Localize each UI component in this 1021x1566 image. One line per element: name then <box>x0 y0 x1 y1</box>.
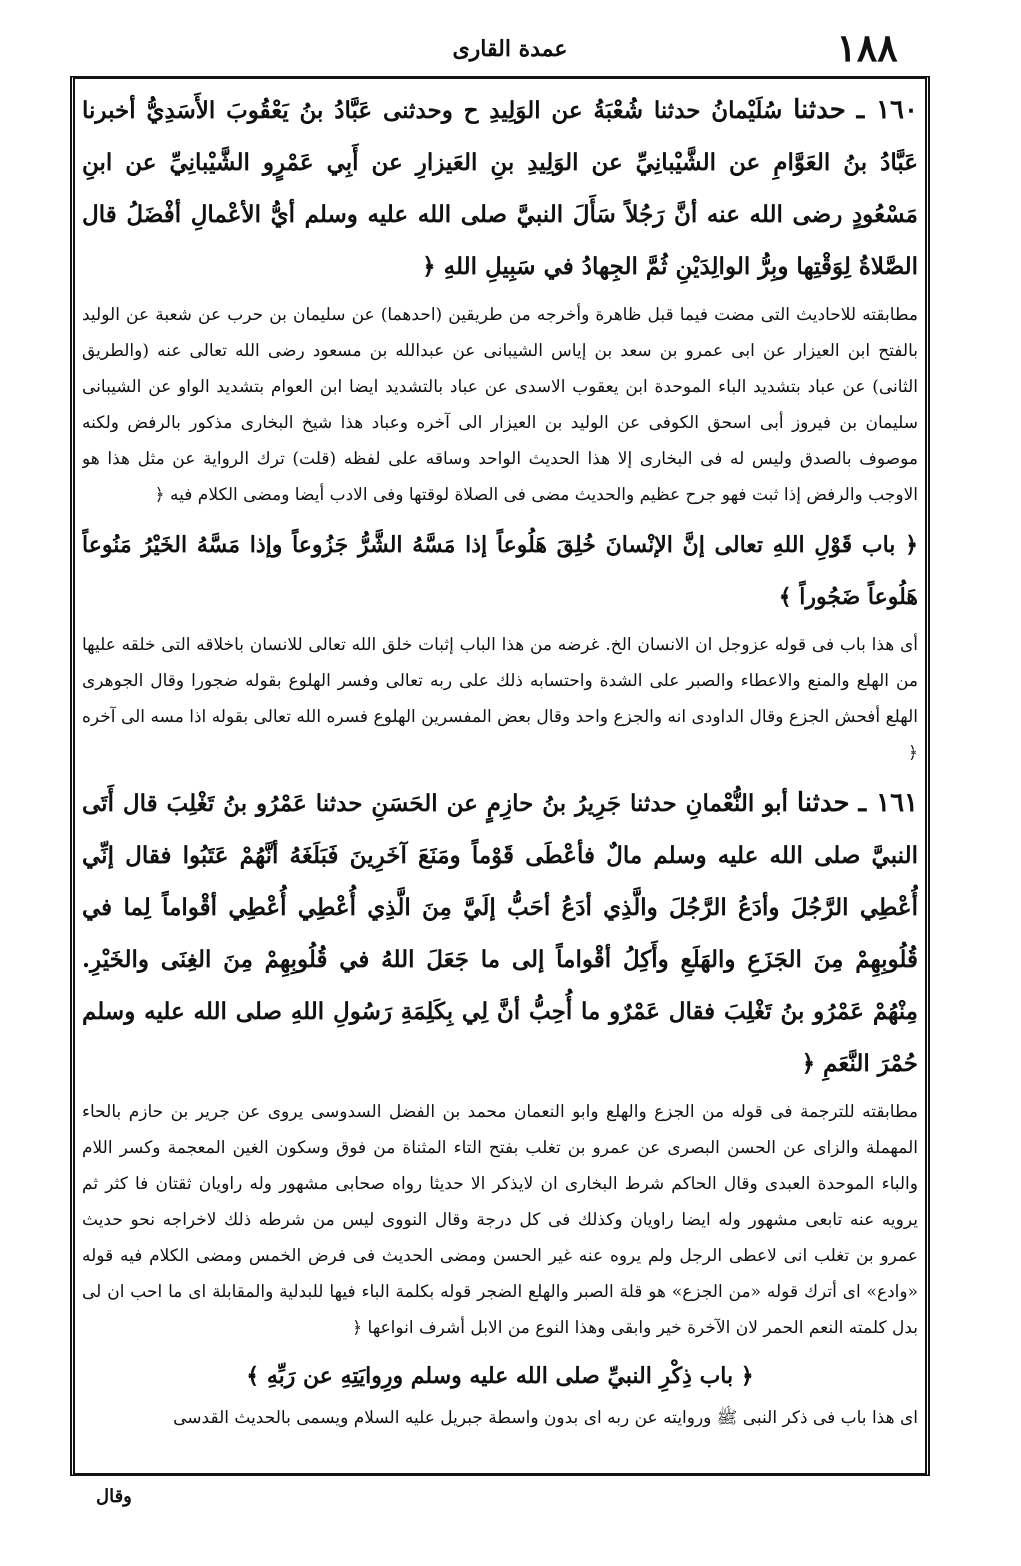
hadith-opening: حدثنا <box>793 95 846 125</box>
hadith-161 <box>82 777 918 1090</box>
commentary-chapter-2: اى هذا باب فى ذكر النبى ﷺ وروايته عن ربه اى بدون واسطة جبريل عليه السلام ويسمى بالحديث القدسى <box>173 1408 918 1428</box>
hadith-opening: حدثنا <box>796 788 850 818</box>
page-number: ١٨٨ <box>836 25 898 70</box>
hadith-number: ١٦٠ ـ <box>856 95 918 125</box>
hadith-text: سُلَيْمانُ حدثنا شُعْبَةُ عن الوَلِيدِ ح وحدثنى عَبَّادُ بنُ يَعْقُوبَ الأَسَدِيُّ أخبرنا عَبَّادُ بنُ العَوَّامِ عن الشَّيْبانِيِّ عن الوَلِيدِ بنِ العَيزارِ عن أَبِي عَمْرٍو الشَّيْبانِيِّ عن ابنِ مَسْعُودٍ رضى الله عنه أنَّ رَجُلاً سَأَلَ النبيَّ صلى الله عليه وسلم أيُّ الأعْمالِ أفْضَلُ قال الصَّلاةُ لِوَقْتِها وبِرُّ الوالِدَيْنِ ثُمَّ الجِهادُ في سَبِيلِ اللهِ ﴿ <box>82 97 918 280</box>
hadith-160 <box>82 84 918 293</box>
chapter-heading-1: ﴿ باب قَوْلِ اللهِ تعالى إنَّ الإنْسانَ خُلِقَ هَلُوعاً إذا مَسَّهُ الشَّرُّ جَزُوعاً وإذا مَسَّهُ الخَيْرُ مَنُوعاً هَلُوعاً ضَجُوراً ﴾ <box>82 532 918 610</box>
hadith-number: ١٦١ ـ <box>858 788 918 818</box>
chapter-heading-2: ﴿ باب ذِكْرِ النبيِّ صلى الله عليه وسلم ورِوايَتِهِ عن رَبِّهِ ﴾ <box>246 1363 754 1389</box>
page-header <box>0 0 1021 78</box>
catchword: وقال <box>96 1486 132 1507</box>
running-title: عمدة القارى <box>452 36 568 62</box>
commentary-161: مطابقته للترجمة فى قوله من الجزع والهلع وابو النعمان محمد بن الفضل السدوسى يروى عن جرير بن حازم بالحاء المهملة والزاى عن الحسن البصرى عن عمرو بن تغلب بفتح التاء المثناة من فوق وسكون الغين المعجمة وكسر اللام والباء الموحدة العبدى وقال الحاكم شرط البخارى ان لايذكر الا حديثا رواه صحابى مشهور وله راويان ثقتان فا كثر ثم يرويه عنه تابعى مشهور وله ايضا راويان وكذلك فى كل درجة وقال النووى ليس من شرطه ذلك لاخراجه نحو حديث عمرو بن تغلب انى لاعطى الرجل ولم يروه عنه غير الحسن ومضى الحديث فى فرض الخمس ومضى الكلام فيه قوله «وادع» اى أترك قوله «من الجزع» هو قلة الصبر والهلع الضجر قوله بكلمة الباء فيها للبدلية والمقابلة اى ما احب ان لى بدل كلمته النعم الحمر لان الآخرة خير وابقى وهذا النوع من الابل أشرف انواعها ﴿ <box>82 1102 918 1338</box>
commentary-chapter-1: أى هذا باب فى قوله عزوجل ان الانسان الخ. غرضه من هذا الباب إثبات خلق الله تعالى للانسان باخلاقه التى خلقه عليها من الهلع والمنع والاعطاء والصبر على الشدة واحتسابه ذلك على ربه تعالى وفسر الهلوع بقوله ضجورا وقال الجوهرى الهلع أفحش الجزع وقال الداودى انه والجزع واحد وقال بعض المفسرين الهلوع فسره الله تعالى بقوله اذا مسه الى آخره ﴿ <box>82 635 918 763</box>
page-content <box>82 84 918 1468</box>
hadith-text: أبو النُّعْمانِ حدثنا جَرِيرُ بنُ حازِمٍ عن الحَسَنِ حدثنا عَمْرُو بنُ تَغْلِبَ قال أَتَى النبيَّ صلى الله عليه وسلم مالٌ فأعْطَى قَوْماً ومَنَعَ آخَرِينَ فَبَلَغَهُ أنَّهُمْ عَتَبُوا فقال إنِّي أُعْطِي الرَّجُلَ وأدَعُ الرَّجُلَ والَّذِي أدَعُ أحَبُّ إلَيَّ مِنَ الَّذِي أُعْطِي أُعْطِي أقْواماً لِما في قُلُوبِهِمْ مِنَ الجَزَعِ والهَلَعِ وأَكِلُ أقْواماً إلى ما جَعَلَ اللهُ في قُلُوبِهِمْ مِنَ الغِنَى والخَيْرِ. مِنْهُمْ عَمْرُو بنُ تَغْلِبَ فقال عَمْرٌو ما أُحِبُّ أنَّ لِي بِكَلِمَةِ رَسُولِ اللهِ صلى الله عليه وسلم حُمْرَ النَّعَمِ ﴿ <box>82 790 918 1077</box>
commentary-160: مطابقته للاحاديث التى مضت فيما قبل ظاهرة وأخرجه من طريقين (احدهما) عن سليمان بن حرب عن شعبة عن الوليد بالفتح ابن العيزار عن ابى عمرو بن سعد بن إياس الشيبانى عن عبدالله بن مسعود رضى الله تعالى عنه (والطريق الثانى) عن عباد بتشديد الباء الموحدة ابن يعقوب الاسدى عن عباد بالتشديد ايضا ابن العوام بتشديد الواو عن الشيبانى سليمان بن فيروز أبى اسحق الكوفى عن الوليد بن العيزار الى آخره وعباد هذا شيخ البخارى مذكور بالرفض ولكنه موصوف بالصدق وليس له فى البخارى إلا هذا الحديث الواحد وساقه على لفظه (قلت) ترك الرواية عن مثل هذا هو الاوجب والرفض إذا ثبت فهو جرح عظيم والحديث مضى فى الصلاة لوقتها وفى الادب أيضا ومضى الكلام فيه ﴿ <box>82 305 918 505</box>
